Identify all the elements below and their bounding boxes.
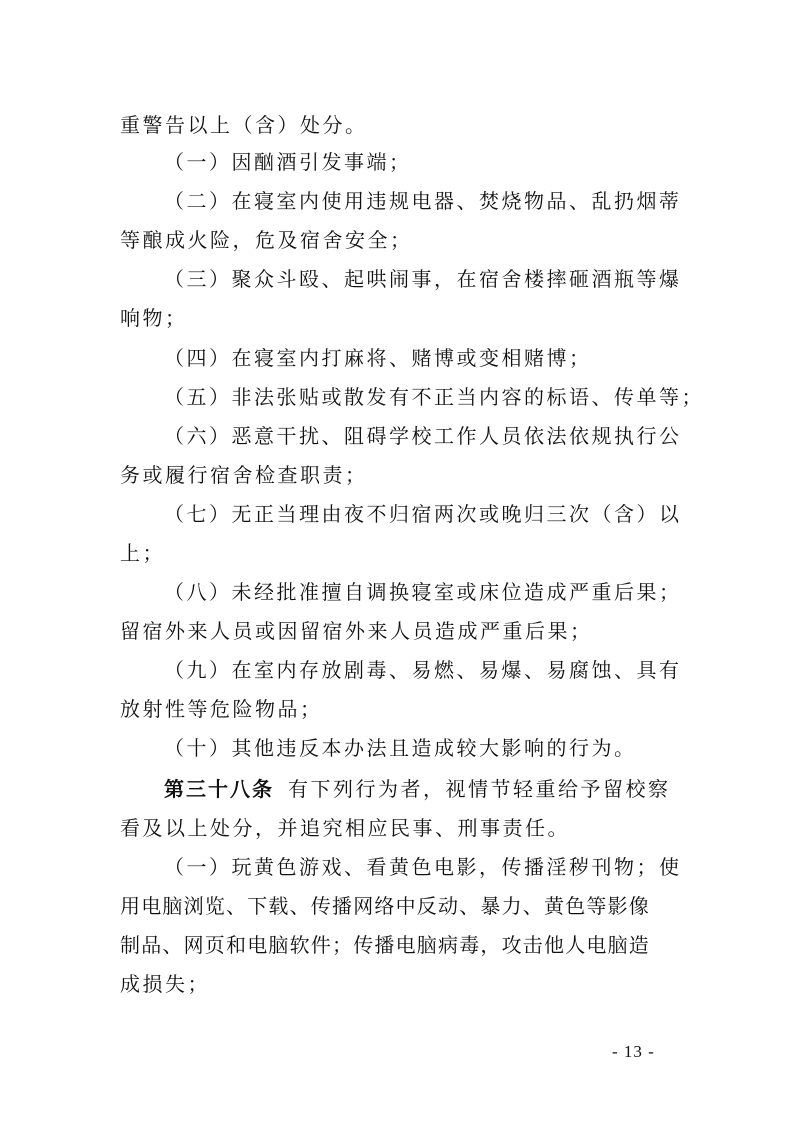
list-item: （二）在寝室内使用违规电器、焚烧物品、乱扔烟蒂 [164, 189, 682, 213]
list-item: （八）未经批准擅自调换寝室或床位造成严重后果； [164, 580, 682, 604]
list-item: （十）其他违反本办法且造成较大影响的行为。 [164, 736, 637, 760]
text-line: 看及以上处分，并追究相应民事、刑事责任。 [120, 816, 570, 840]
text-line: 用电脑浏览、下载、传播网络中反动、暴力、黄色等影像 [120, 894, 650, 918]
text-line: 等酿成火险，危及宿舍安全； [120, 228, 413, 252]
text-line: 响物； [120, 306, 188, 330]
list-item: （三）聚众斗殴、起哄闹事，在宿舍楼摔砸酒瓶等爆 [164, 267, 682, 291]
text-line: 放射性等危险物品； [120, 697, 323, 721]
list-item: （九）在室内存放剧毒、易燃、易爆、易腐蚀、具有 [164, 658, 682, 682]
list-item: （六）恶意干扰、阻碍学校工作人员依法依规执行公 [164, 424, 682, 448]
page-number: - 13 - [612, 1042, 655, 1061]
list-item: （四）在寝室内打麻将、赌博或变相赌博； [164, 346, 592, 370]
list-item: （五）非法张贴或散发有不正当内容的标语、传单等； [164, 385, 704, 409]
text-line: 上； [120, 541, 165, 565]
list-item: （七）无正当理由夜不归宿两次或晚归三次（含）以 [164, 502, 682, 526]
text-line: 务或履行宿舍检查职责； [120, 463, 368, 487]
list-item: （一）玩黄色游戏、看黄色电影，传播淫秽刊物；使 [164, 855, 682, 879]
article-text: 有下列行为者，视情节轻重给予留校察 [288, 777, 671, 801]
text-line: 成损失； [120, 972, 210, 996]
text-line: 留宿外来人员或因留宿外来人员造成严重后果； [120, 619, 593, 643]
list-item: （一）因酗酒引发事端； [164, 150, 412, 174]
text-line: 制品、网页和电脑软件；传播电脑病毒，攻击他人电脑造 [120, 933, 650, 957]
article-heading: 第三十八条 [164, 777, 274, 801]
text-line: 重警告以上（含）处分。 [120, 113, 368, 137]
